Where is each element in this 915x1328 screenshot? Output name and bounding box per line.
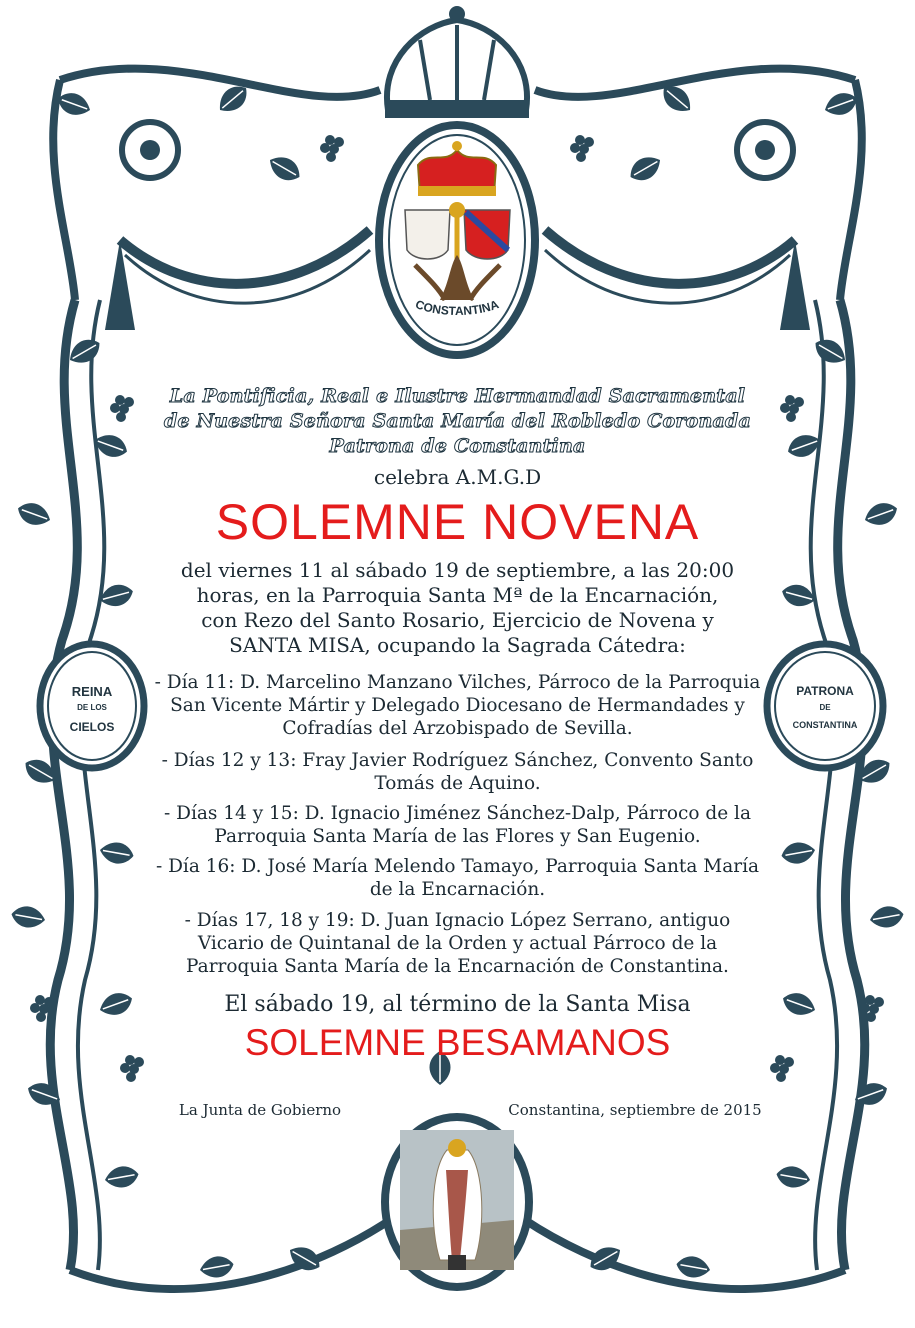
preacher-4-line2: de la Encarnación. xyxy=(369,879,546,900)
preacher-1-line3: Cofradías del Arzobispado de Sevilla. xyxy=(282,718,633,739)
celebra-line: celebra A.M.G.D xyxy=(373,465,542,489)
footer-signature: La Junta de Gobierno xyxy=(178,1101,342,1119)
footer-date: Constantina, septiembre de 2015 xyxy=(508,1101,762,1119)
preacher-4-line1: - Día 16: D. José María Melendo Tamayo, Parroquia Santa María xyxy=(155,856,760,877)
preacher-1-line1: - Día 11: D. Marcelino Manzano Vilches, Párroco de la Parroquia xyxy=(154,672,761,693)
left-medallion-line1: REINA xyxy=(71,684,113,699)
crest-label: CONSTANTINA xyxy=(413,297,501,319)
left-medallion-line3: CIELOS xyxy=(69,720,115,734)
closing-line: El sábado 19, al término de la Santa Misa xyxy=(224,992,691,1017)
header-line1: La Pontificia, Real e Ilustre Hermandad Sacramental xyxy=(169,385,746,407)
right-medallion-line1: PATRONA xyxy=(796,684,854,698)
right-medallion-line2: DE xyxy=(819,703,831,712)
left-medallion-line2: DE LOS xyxy=(77,703,107,712)
intro-line3: con Rezo del Santo Rosario, Ejercicio de Novena y xyxy=(201,608,714,632)
preacher-3-line2: Parroquia Santa María de las Flores y San Eugenio. xyxy=(214,826,701,847)
preacher-2-line1: - Días 12 y 13: Fray Javier Rodríguez Sánchez, Convento Santo xyxy=(161,750,754,771)
right-medallion-line3: CONSTANTINA xyxy=(792,720,858,730)
preacher-2-line2: Tomás de Aquino. xyxy=(374,773,541,794)
preacher-5-line2: Vicario de Quintanal de la Orden y actual Párroco de la xyxy=(197,933,718,954)
preacher-3-line1: - Días 14 y 15: D. Ignacio Jiménez Sánchez-Dalp, Párroco de la xyxy=(163,803,752,824)
subtitle: SOLEMNE BESAMANOS xyxy=(244,1022,671,1063)
intro-line2: horas, en la Parroquia Santa Mª de la Encarnación, xyxy=(196,583,719,607)
header-line2: de Nuestra Señora Santa María del Robledo Coronada xyxy=(164,410,751,432)
main-title: SOLEMNE NOVENA xyxy=(215,494,700,550)
preacher-5-line3: Parroquia Santa María de la Encarnación de Constantina. xyxy=(186,956,729,977)
preacher-5-line1: - Días 17, 18 y 19: D. Juan Ignacio López Serrano, antiguo xyxy=(184,910,731,931)
intro-line1: del viernes 11 al sábado 19 de septiembre, a las 20:00 xyxy=(180,558,735,582)
intro-line4: SANTA MISA, ocupando la Sagrada Cátedra: xyxy=(229,633,686,657)
header-line3: Patrona de Constantina xyxy=(329,435,586,457)
preacher-1-line2: San Vicente Mártir y Delegado Diocesano de Hermandades y xyxy=(170,695,745,716)
